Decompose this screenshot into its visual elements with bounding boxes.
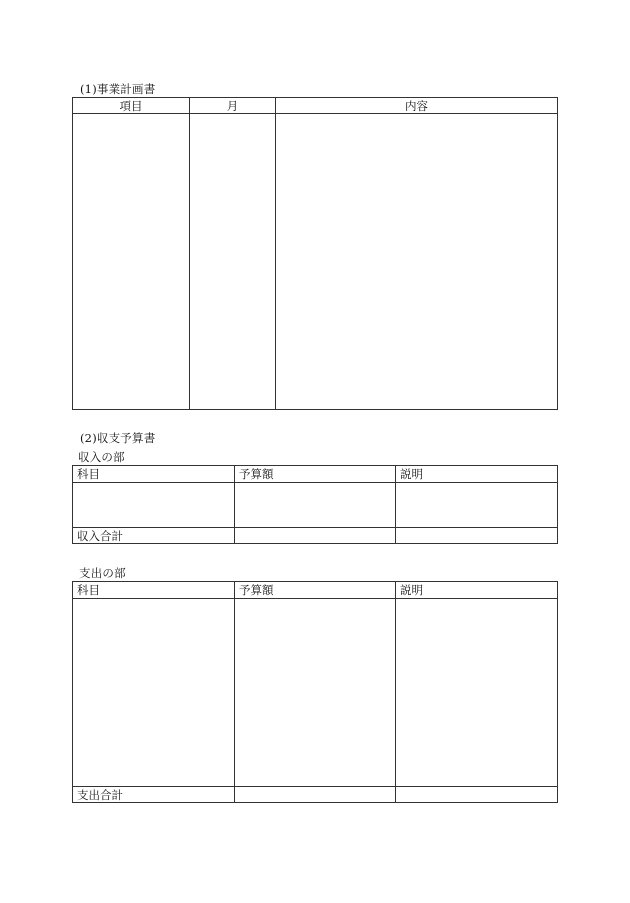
table-header-row [73, 582, 558, 599]
expense-total-row [73, 787, 558, 803]
header-description: 説明 [396, 582, 558, 599]
budget-title: (2)収支予算書 [80, 431, 156, 445]
account-cell[interactable] [73, 599, 235, 787]
business-plan-title: (1)事業計画書 [80, 82, 156, 96]
header-account: 科目 [73, 582, 235, 599]
header-content: 内容 [276, 98, 558, 114]
income-table [72, 465, 558, 544]
expense-section-label: 支出の部 [79, 566, 126, 580]
header-account: 科目 [73, 466, 235, 483]
expense-total-description-cell[interactable] [396, 787, 558, 803]
header-budget-amount: 予算額 [235, 582, 396, 599]
budget-amount-cell[interactable] [235, 599, 396, 787]
content-cell[interactable] [276, 114, 558, 410]
expense-total-amount-cell[interactable] [235, 787, 396, 803]
income-total-description-cell[interactable] [396, 528, 558, 544]
expense-total-label: 支出合計 [73, 787, 235, 803]
header-description: 説明 [396, 466, 558, 483]
expense-table [72, 581, 558, 803]
header-item: 項目 [73, 98, 190, 114]
table-row [73, 599, 558, 787]
income-total-row [73, 528, 558, 544]
table-header-row [73, 98, 558, 114]
header-month: 月 [190, 98, 276, 114]
table-header-row [73, 466, 558, 483]
description-cell[interactable] [396, 483, 558, 528]
income-total-amount-cell[interactable] [235, 528, 396, 544]
budget-amount-cell[interactable] [235, 483, 396, 528]
account-cell[interactable] [73, 483, 235, 528]
table-row [73, 114, 558, 410]
table-row [73, 483, 558, 528]
business-plan-table [72, 97, 558, 410]
item-cell[interactable] [73, 114, 190, 410]
income-total-label: 収入合計 [73, 528, 235, 544]
description-cell[interactable] [396, 599, 558, 787]
income-section-label: 収入の部 [78, 450, 125, 464]
month-cell[interactable] [190, 114, 276, 410]
header-budget-amount: 予算額 [235, 466, 396, 483]
